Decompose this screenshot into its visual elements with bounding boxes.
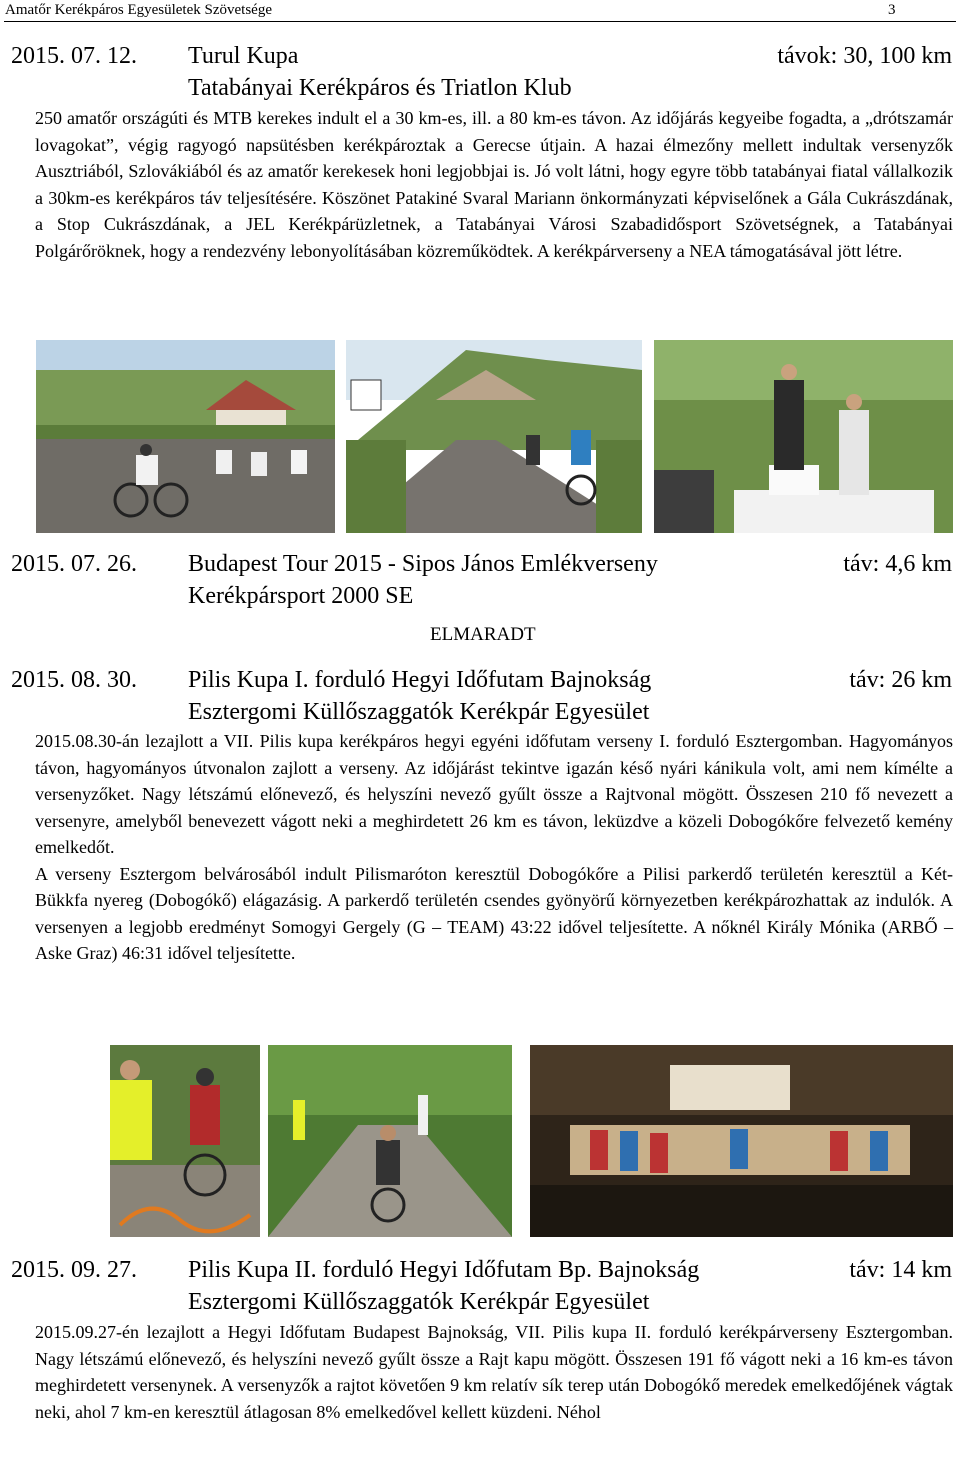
- event-organizer: Esztergomi Küllőszaggatók Kerékpár Egyesület: [188, 1289, 650, 1315]
- page-number: 3: [888, 2, 896, 18]
- event-status: ELMARADT: [430, 624, 536, 645]
- event-description: [35, 1319, 953, 1425]
- page-header: [0, 0, 960, 22]
- paragraph: A verseny Esztergom belvárosából indult Pilismaróton keresztül Dobogókőre a Pilisi parkerdő területén keresztül a Két-Bükkfa nyereg (Dobogókő) elágazásig. A parkerdő területén csendes gyönyörű környezetben kerékpározhattak az indulók. A versenyen a legjobb eredményt Somogyi Gergely (G – TEAM) 43:22 idővel teljesítette. A nőknél Király Mónika (ARBŐ – Aske Graz) 46:31 idővel teljesítette.: [35, 863, 953, 963]
- event-organizer: Kerékpársport 2000 SE: [188, 583, 414, 609]
- paragraph: 250 amatőr országúti és MTB kerekes indult el a 30 km-es, ill. a 80 km-es távon. Az időjárás kegyeibe fogadta, a „drótszamár lovagokat”, végig ragyogó napsütésben kerékpároztak a Gerecse útjain. A hazai élmezőny mellett indultak versenyzők Ausztriából, Szlovákiából és az amatőr kerekesek honi legjobbjai is. Jó volt látni, hogy egyre több tatabányai fiatal vállalkozik a 30km-es kerékpáros táv teljesítésére. Köszönet Patakiné Svaral Mariann önkormányzati képviselőnek a Gála Cukrászdának, a Stop Cukrászdának, a JEL Kerékpárüzletnek, a Tatabányai Városi Szabadidősport Szövetségnek, a Tatabányai Polgárőröknek, hogy a rendezvény lebonyolításában közreműködtek. A kerékpárverseny a NEA támogatásával jött létre.: [35, 108, 953, 261]
- event-date: 2015. 09. 27.: [11, 1257, 137, 1283]
- event-date: 2015. 07. 26.: [11, 551, 137, 577]
- header-rule: [4, 21, 956, 22]
- header-title: Amatőr Kerékpáros Egyesületek Szövetsége: [5, 2, 272, 18]
- event-name: Turul Kupa: [188, 43, 299, 69]
- event-distance: távok: 30, 100 km: [777, 43, 952, 69]
- photo-podium: [654, 340, 953, 533]
- event-distance: táv: 14 km: [849, 1257, 952, 1283]
- photo-forest-road: [268, 1045, 512, 1237]
- photo-cyclists-group: [36, 340, 335, 533]
- paragraph: 2015.09.27-én lezajlott a Hegyi Időfutam Budapest Bajnokság, VII. Pilis kupa II. forduló kerékpárverseny Esztergomban. Nagy létszámú előnevező, és helyszíni nevező gyűlt össze a Rajt kapu mögött. Összesen 191 fő vágott neki a 16 km-es távon meghirdetett versenynek. A versenyzők a rajtot követően 9 km relatív sík terep után Dobogókő meredek emelkedőjének vágtak neki, ahol 7 km-en keresztül átlagosan 8% emelkedővel kellett küzdeni. Néhol: [35, 1322, 953, 1422]
- event-description: [35, 728, 953, 967]
- event-organizer: Esztergomi Küllőszaggatók Kerékpár Egyesület: [188, 699, 650, 725]
- event-distance: táv: 26 km: [849, 667, 952, 693]
- event-description: [35, 105, 953, 264]
- photo-award-ceremony: [530, 1045, 953, 1237]
- event-date: 2015. 07. 12.: [11, 43, 137, 69]
- photo-marshal: [110, 1045, 260, 1237]
- event-name: Pilis Kupa II. forduló Hegyi Időfutam Bp. Bajnokság: [188, 1257, 700, 1283]
- event-organizer: Tatabányai Kerékpáros és Triatlon Klub: [188, 75, 572, 101]
- event-name: Pilis Kupa I. forduló Hegyi Időfutam Bajnokság: [188, 667, 652, 693]
- photo-cyclists-road: [346, 340, 642, 533]
- event-name: Budapest Tour 2015 - Sipos János Emlékverseny: [188, 551, 658, 577]
- event-date: 2015. 08. 30.: [11, 667, 137, 693]
- paragraph: 2015.08.30-án lezajlott a VII. Pilis kupa kerékpáros hegyi egyéni időfutam verseny I. forduló Esztergomban. Hagyományos távon, hagyományos útvonalon zajlott a verseny. Az időjárást tekintve igazán késő nyári kánikula volt, ami nem kímélte a versenyzőket. Nagy létszámú előnevező, és helyszíni nevező gyűlt össze a Rajtvonal mögött. Összesen 210 fő nevezett a versenyre, amelyből benevezett vágott neki a meghirdetett 26 km es távon, leküzdve a közeli Dobogókőre felvezető kemény emelkedőt.: [35, 731, 953, 857]
- event-distance: táv: 4,6 km: [843, 551, 952, 577]
